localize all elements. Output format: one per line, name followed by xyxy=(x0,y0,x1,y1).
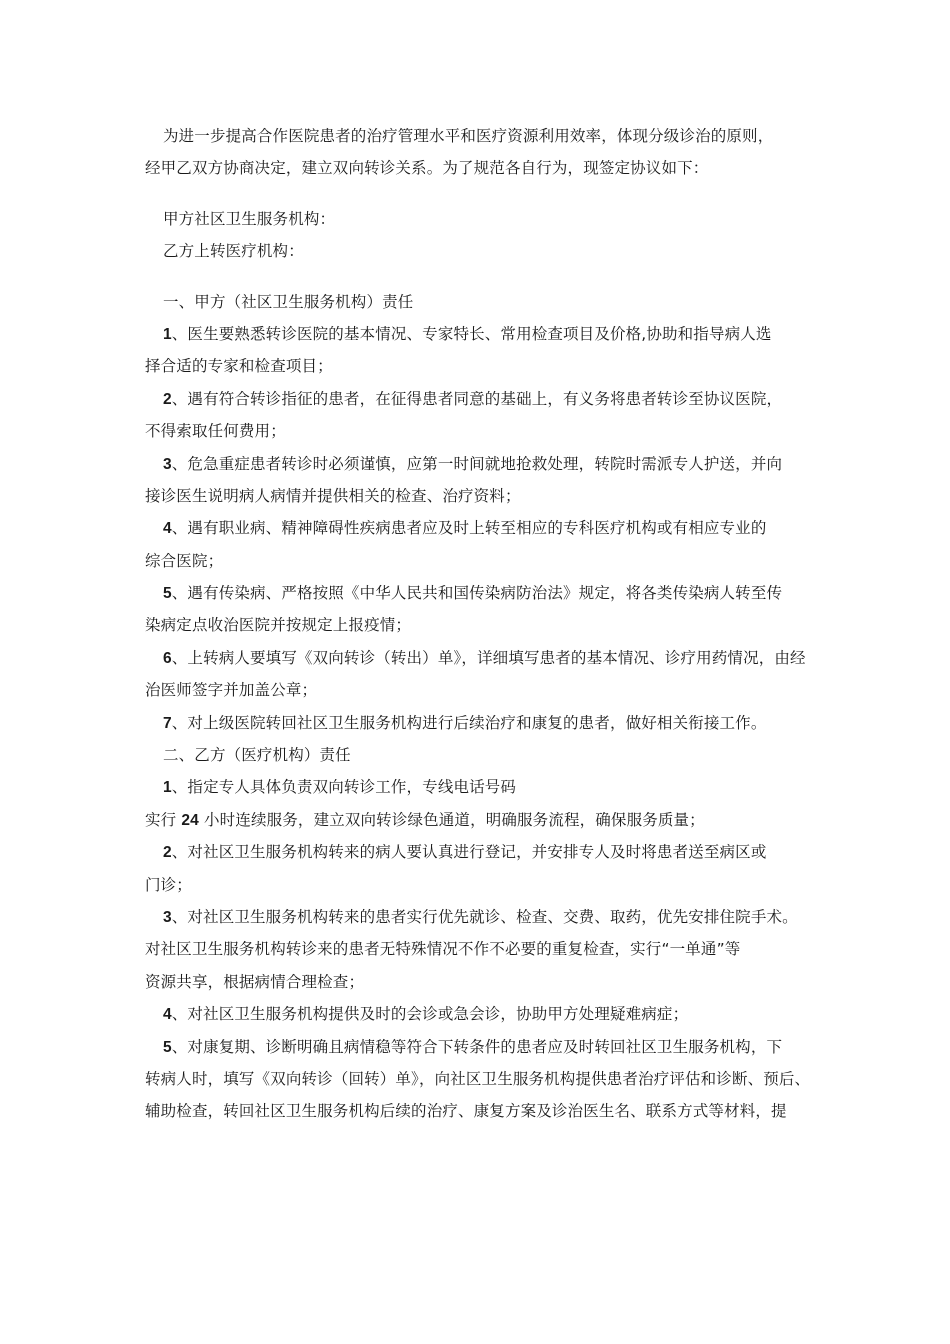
section-2-body xyxy=(145,771,815,1127)
item-number: 4 xyxy=(163,1006,172,1024)
line-text: 、指定专人具体负责双向转诊工作，专线电话号码 xyxy=(171,778,517,797)
section-2-line-2 xyxy=(145,804,815,836)
section-2-line-3 xyxy=(145,836,815,868)
party-b-line: 乙方上转医疗机构： xyxy=(163,242,304,261)
item-number: 4 xyxy=(163,520,172,538)
line-text: 、遇有传染病、严格按照《中华人民共和国传染病防治法》规定，将各类传染病人转至传 xyxy=(171,584,783,603)
line-text: 、对康复期、诊断明确且病情稳等符合下转条件的患者应及时转回社区卫生服务机构，下 xyxy=(171,1037,783,1056)
section-2-line-1 xyxy=(145,771,815,803)
section-2-line-8 xyxy=(145,998,815,1030)
section-2-line-6 xyxy=(145,933,815,965)
line-text: 对社区卫生服务机构转诊来的患者无特殊情况不作不必要的重复检查，实行“一单通”等 xyxy=(145,940,741,959)
line-text: 、医生要熟悉转诊医院的基本情况、专家特长、常用检查项目及价格,协助和指导病人选 xyxy=(171,324,772,343)
section-1-line-1 xyxy=(145,318,815,350)
section-2-line-4 xyxy=(145,869,815,901)
item-number: 24 xyxy=(181,811,199,829)
section-1-line-12 xyxy=(145,674,815,706)
item-number: 6 xyxy=(163,649,172,667)
line-text: 、对社区卫生服务机构转来的病人要认真进行登记，并安排专人及时将患者送至病区或 xyxy=(171,843,767,862)
line-text: 资源共享，根据病情合理检查； xyxy=(145,972,365,991)
section-1-line-7 xyxy=(145,512,815,544)
line-text: 、遇有符合转诊指征的患者，在征得患者同意的基础上，有义务将患者转诊至协议医院， xyxy=(171,389,783,408)
line-prefix: 实行 xyxy=(145,810,182,829)
line-text: 、危急重症患者转诊时必须谨慎，应第一时间就地抢救处理，转院时需派专人护送，并向 xyxy=(171,454,783,473)
section-1-line-13 xyxy=(145,707,815,739)
line-text: 辅助检查，转回社区卫生服务机构后续的治疗、康复方案及诊治医生名、联系方式等材料，提 xyxy=(145,1102,787,1121)
line-text: 染病定点收治医院并按规定上报疫情； xyxy=(145,616,412,635)
party-a-line: 甲方社区卫生服务机构： xyxy=(163,209,336,228)
section-1-line-5 xyxy=(145,448,815,480)
section-1-line-6 xyxy=(145,480,815,512)
section-2-heading: 二、乙方（医疗机构）责任 xyxy=(163,746,351,765)
section-1-line-10 xyxy=(145,609,815,641)
line-text: 转病人时，填写《双向转诊（回转）单》，向社区卫生服务机构提供患者治疗评估和诊断、预后、 xyxy=(145,1069,811,1088)
line-text: 接诊医生说明病人病情并提供相关的检查、治疗资料； xyxy=(145,486,521,505)
line-text: 治医师签字并加盖公章； xyxy=(145,681,318,700)
line-text: 不得索取任何费用； xyxy=(145,422,286,441)
line-text: 综合医院； xyxy=(145,551,224,570)
section-1-line-9 xyxy=(145,577,815,609)
item-number: 5 xyxy=(163,585,172,603)
item-number: 3 xyxy=(163,455,172,473)
item-number: 2 xyxy=(163,390,172,408)
section-2-line-11 xyxy=(145,1095,815,1127)
line-text: 择合适的专家和检查项目； xyxy=(145,357,333,376)
section-2-line-9 xyxy=(145,1031,815,1063)
section-1-body xyxy=(145,318,815,739)
item-number: 1 xyxy=(163,325,172,343)
item-number: 3 xyxy=(163,908,172,926)
item-number: 7 xyxy=(163,714,172,732)
line-text: 、遇有职业病、精神障碍性疾病患者应及时上转至相应的专科医疗机构或有相应专业的 xyxy=(171,519,767,538)
section-1-line-4 xyxy=(145,415,815,447)
section-1-line-11 xyxy=(145,642,815,674)
line-text: 小时连续服务，建立双向转诊绿色通道，明确服务流程，确保服务质量； xyxy=(198,810,705,829)
section-1-heading: 一、甲方（社区卫生服务机构）责任 xyxy=(163,292,414,311)
line-text: 门诊； xyxy=(145,875,192,894)
section-2-line-5 xyxy=(145,901,815,933)
section-2-line-7 xyxy=(145,966,815,998)
section-1-line-3 xyxy=(145,383,815,415)
document-body xyxy=(145,120,815,1128)
line-text: 、对上级医院转回社区卫生服务机构进行后续治疗和康复的患者，做好相关衔接工作。 xyxy=(171,713,767,732)
line-text: 、对社区卫生服务机构转来的患者实行优先就诊、检查、交费、取药，优先安排住院手术。 xyxy=(171,907,798,926)
item-number: 1 xyxy=(163,779,172,797)
item-number: 2 xyxy=(163,844,172,862)
section-2-line-10 xyxy=(145,1063,815,1095)
section-1-line-8 xyxy=(145,545,815,577)
item-number: 5 xyxy=(163,1038,172,1056)
section-1-line-2 xyxy=(145,350,815,382)
line-text: 、上转病人要填写《双向转诊（转出）单》，详细填写患者的基本情况、诊疗用药情况，由经 xyxy=(171,648,806,667)
intro-line-2: 经甲乙双方协商决定，建立双向转诊关系。为了规范各自行为，现签定协议如下： xyxy=(145,159,709,178)
line-text: 、对社区卫生服务机构提供及时的会诊或急会诊，协助甲方处理疑难病症； xyxy=(171,1005,689,1024)
intro-line-1: 为进一步提高合作医院患者的治疗管理水平和医疗资源利用效率，体现分级诊治的原则， xyxy=(163,127,774,145)
